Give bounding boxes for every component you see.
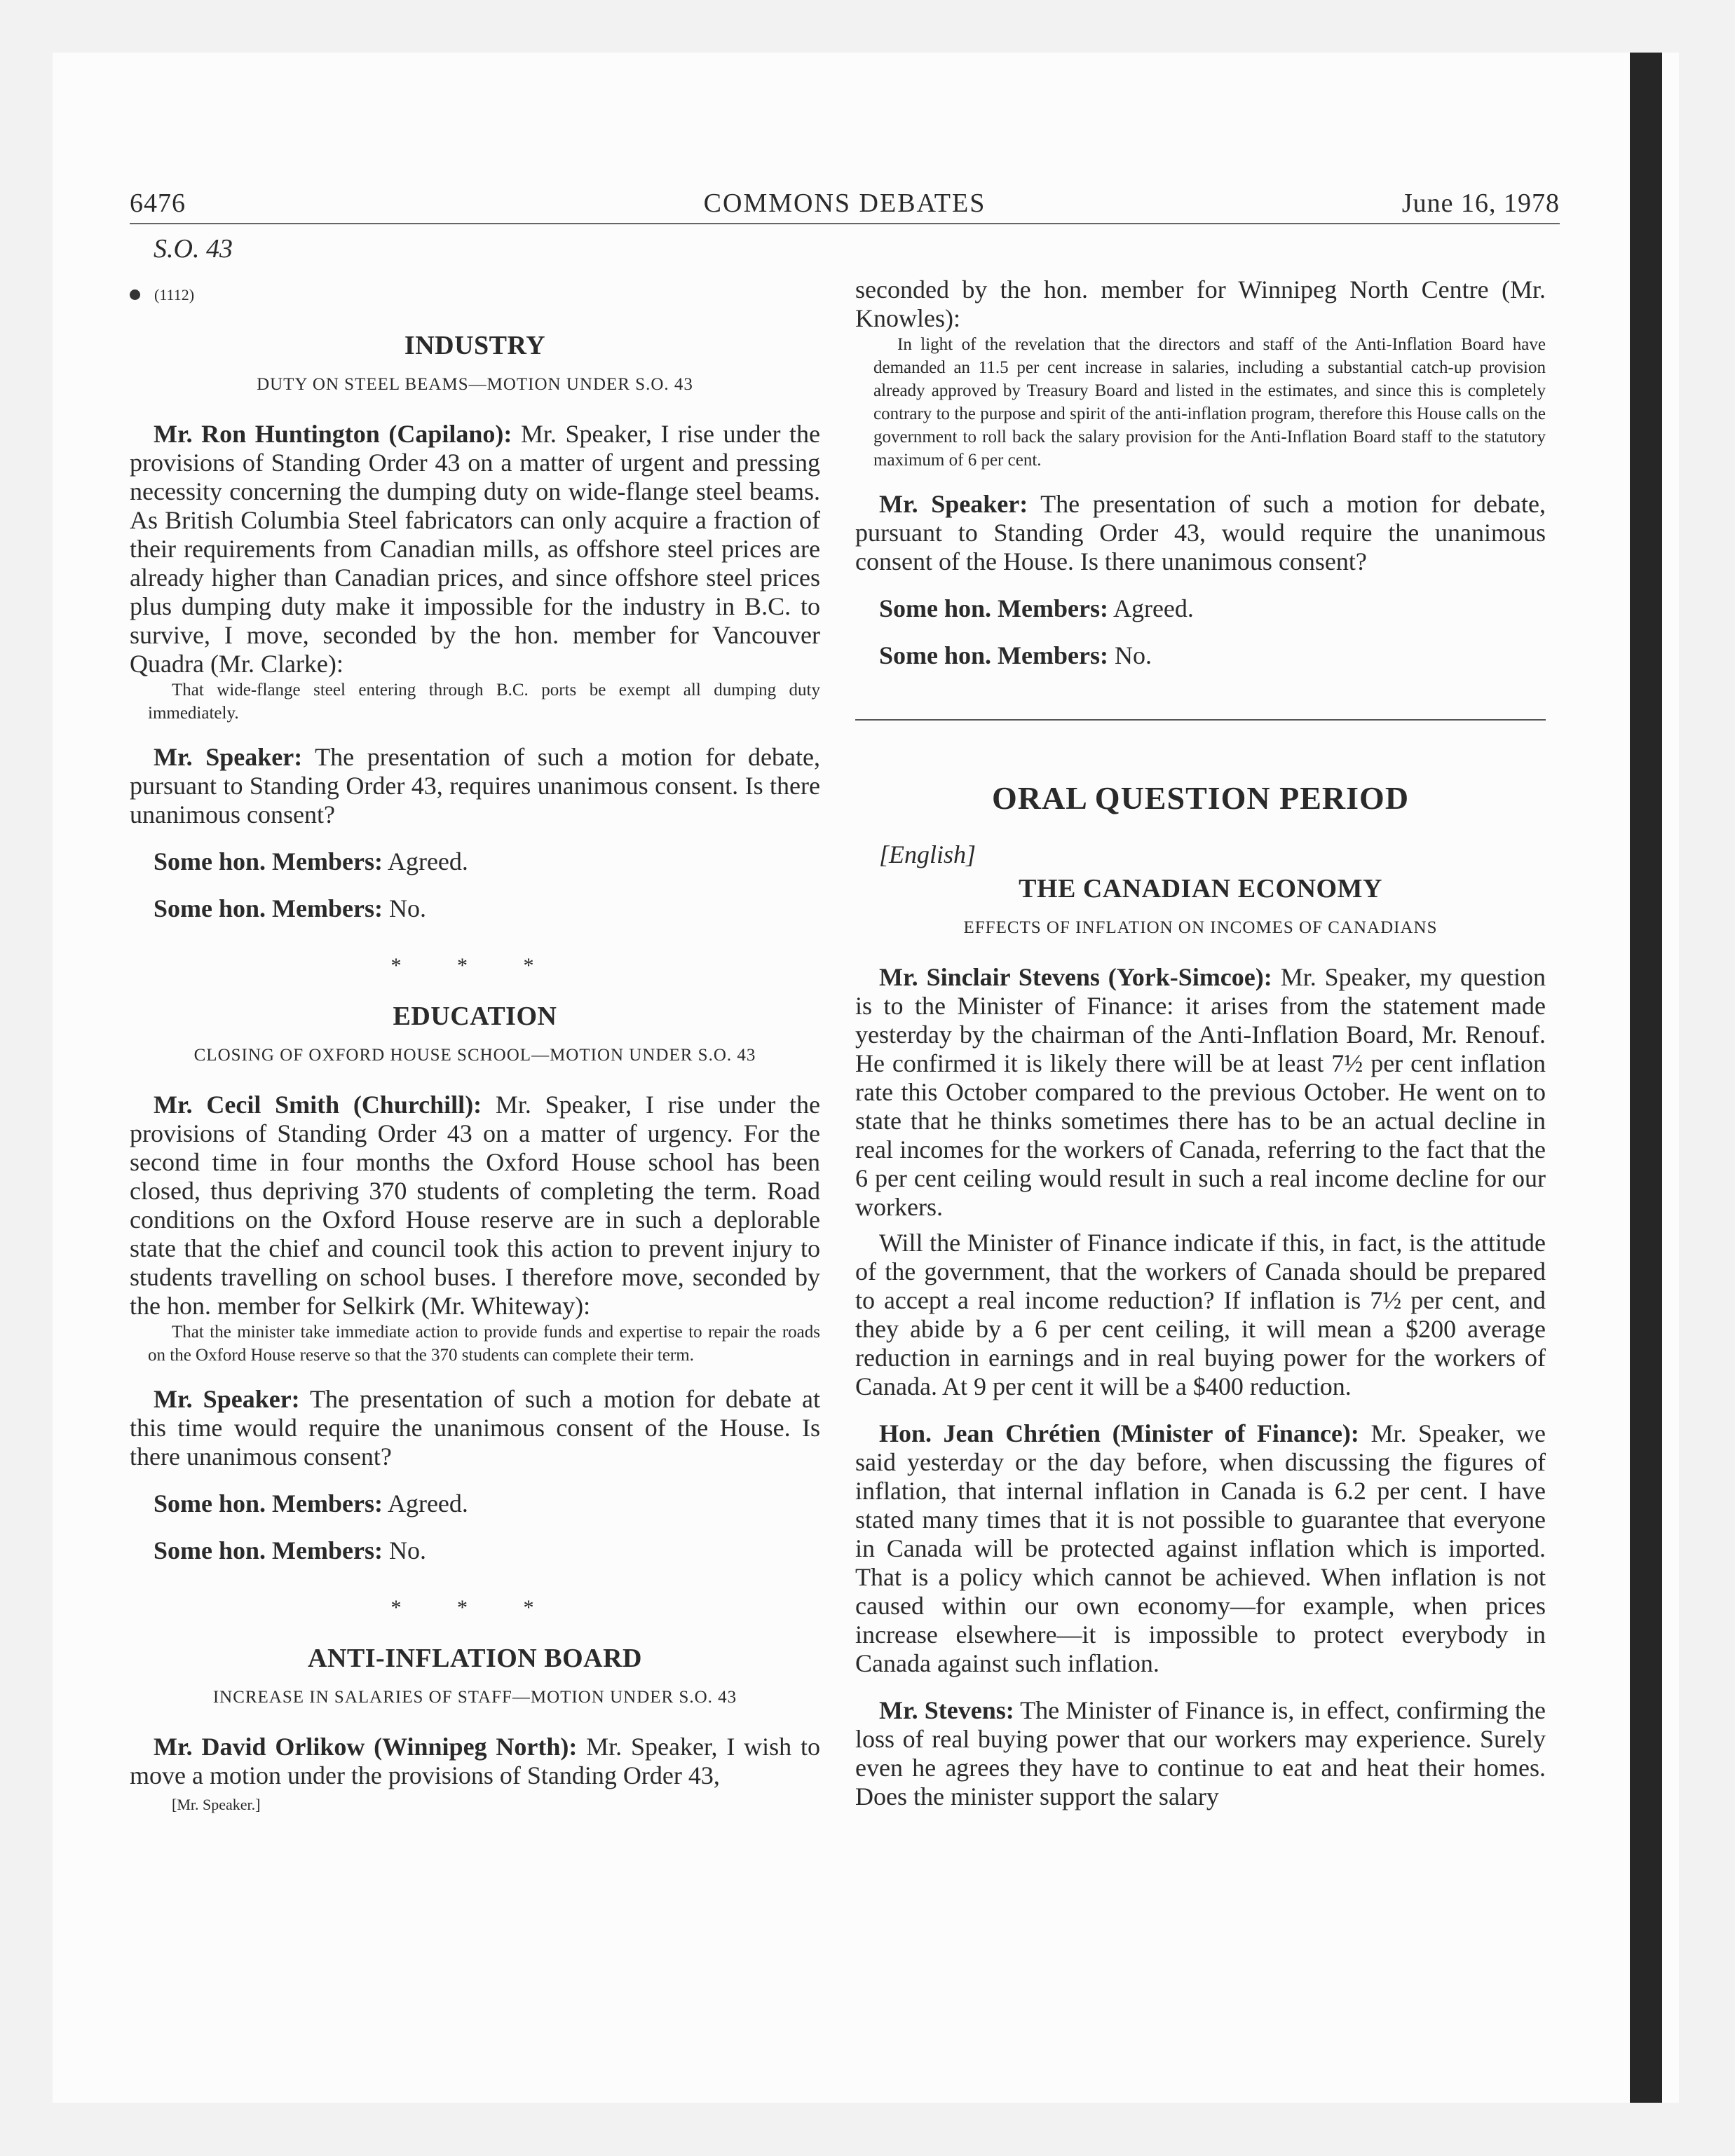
speaker-name: Some hon. Members:: [154, 894, 383, 922]
speaker-name: Some hon. Members:: [154, 1536, 383, 1564]
speech-smith: [130, 1091, 820, 1321]
ruling-text: The presentation of such a motion for debate, pursuant to Standing Order 43, would require the unanimous consent of the House. Is there unanimous consent?: [855, 490, 1546, 575]
language-marker: [English]: [879, 840, 977, 868]
subheading-inflation-incomes: EFFECTS OF INFLATION ON INCOMES OF CANADIANS: [963, 918, 1438, 937]
motion-text: In light of the revelation that the directors and staff of the Anti-Inflation Board have demanded an 11.5 per cent increase in salaries, including a substantial catch-up provision already approved by Treasury Board and listed in the estimates, and since this is completely contrary to the purpose and spirit of the anti-inflation program, therefore this House calls on the government to roll back the salary provision for the Anti-Inflation Board staff to the statutory maximum of 6 per cent.: [873, 335, 1546, 470]
section-divider: * * *: [390, 954, 559, 977]
section-divider: * * *: [390, 1596, 559, 1619]
running-header: [130, 188, 1560, 224]
section-heading-oral-question-period: ORAL QUESTION PERIOD: [991, 780, 1410, 816]
speech-text: Mr. Speaker, we said yesterday or the day before, when discussing the figures of inflation, that internal inflation in Canada is 6.2 per cent. I have stated many times that it is not possible to guarantee that everyone in Canada will be protected against inflation which is imported. That is a policy which cannot be achieved. When inflation is not caused within our own economy—for example, when prices increase elsewhere—it is impossible to protect everybody in Canada against such inflation.: [855, 1419, 1546, 1677]
motion-text: That the minister take immediate action to provide funds and expertise to repair the roads on the Oxford House reserve so that the 370 students can complete their term.: [148, 1323, 820, 1365]
speaker-name: Some hon. Members:: [879, 641, 1108, 669]
subheading-steel-beams: DUTY ON STEEL BEAMS—MOTION UNDER S.O. 43: [257, 375, 693, 394]
left-column: [130, 235, 820, 1819]
motion-text: That wide-flange steel entering through B.C. ports be exempt all dumping duty immediately.: [148, 681, 820, 723]
footer-note: [Mr. Speaker.]: [172, 1796, 261, 1813]
section-heading-education: EDUCATION: [393, 1002, 557, 1031]
ruling-text: The presentation of such a motion for debate, pursuant to Standing Order 43, requires unanimous consent. Is there unanimous consent?: [130, 743, 820, 828]
subheading-salaries: INCREASE IN SALARIES OF STAFF—MOTION UNDER S.O. 43: [212, 1688, 737, 1707]
section-heading-anti-inflation: ANTI-INFLATION BOARD: [308, 1644, 642, 1673]
speech-text: Mr. Speaker, I wish to move a motion under the provisions of Standing Order 43,: [130, 1733, 820, 1789]
speaker-name: Mr. Cecil Smith (Churchill):: [154, 1091, 482, 1119]
continuation-text: seconded by the hon. member for Winnipeg North Centre (Mr. Knowles):: [855, 275, 1546, 332]
speaker-ruling: [130, 1385, 820, 1471]
timestamp: [130, 280, 820, 309]
speech-text: Mr. Speaker, my question is to the Minister of Finance: it arises from the statement made yesterday by the chairman of the Anti-Inflation Board, Mr. Renouf. He confirmed it is likely there will be at least 7½ per cent inflation rate this October compared to the previous October. He went on to state that he thinks sometimes there has to be an actual decline in real incomes for the workers of Canada, referring to the fact that the 6 per cent ceiling would result in such a real income decline for our workers.: [855, 963, 1546, 1221]
speaker-name: Mr. David Orlikow (Winnipeg North):: [154, 1733, 578, 1761]
speech-text: Mr. Speaker, I rise under the provisions of Standing Order 43 on a matter of urgency. For the second time in four months the Oxford House school has been closed, thus depriving 370 students of completing the term. Road conditions on the Oxford House reserve are in such a deplorable state that the chief and council took this action to prevent injury to students travelling on school buses. I therefore move, seconded by the hon. member for Selkirk (Mr. Whiteway):: [130, 1091, 820, 1320]
section-heading-canadian-economy: THE CANADIAN ECONOMY: [1019, 874, 1382, 903]
binding-edge: [1630, 53, 1662, 2103]
publication-title: COMMONS DEBATES: [703, 189, 986, 218]
response-text: No.: [388, 894, 426, 922]
response-agreed: [130, 1489, 820, 1518]
response-text: Agreed.: [387, 1489, 468, 1517]
page-number: 6476: [130, 189, 186, 218]
speaker-name: Mr. Speaker:: [879, 490, 1028, 518]
response-text: No.: [1114, 641, 1152, 669]
publication-date: June 16, 1978: [1401, 189, 1560, 218]
speaker-name: Some hon. Members:: [154, 847, 383, 875]
speech-stevens-continued: Will the Minister of Finance indicate if this, in fact, is the attitude of the government, that the workers of Canada should be prepared to accept a real income reduction? If inflation is 7½ per cent, and they abide by a 6 per cent ceiling, it will mean a $200 average reduction in earnings and in real buying power for the workers of Canada. At 9 per cent it will be a $400 reduction.: [855, 1229, 1546, 1400]
right-column: [855, 235, 1546, 1811]
speaker-name: Some hon. Members:: [879, 594, 1108, 622]
response-agreed: [130, 847, 820, 876]
speaker-name: Mr. Speaker:: [154, 743, 303, 771]
speech-stevens-followup: [855, 1696, 1546, 1811]
timestamp-text: (1112): [154, 286, 195, 303]
speaker-ruling: [855, 490, 1546, 576]
speech-orlikow: [130, 1733, 820, 1790]
ruling-text: The presentation of such a motion for debate at this time would require the unanimous consent of the House. Is there unanimous consent?: [130, 1385, 820, 1471]
speaker-name: Mr. Sinclair Stevens (York-Simcoe):: [879, 963, 1272, 991]
speaker-name: Hon. Jean Chrétien (Minister of Finance):: [879, 1419, 1359, 1447]
response-text: Agreed.: [1113, 594, 1194, 622]
speaker-name: Mr. Speaker:: [154, 1385, 300, 1413]
subheading-oxford-house: CLOSING OF OXFORD HOUSE SCHOOL—MOTION UNDER S.O. 43: [193, 1046, 756, 1065]
speech-chretien: [855, 1419, 1546, 1678]
response-no: [130, 894, 820, 923]
speech-stevens: [855, 963, 1546, 1222]
speech-text: Mr. Speaker, I rise under the provisions of Standing Order 43 on a matter of urgent and pressing necessity concerning the dumping duty on wide-flange steel beams. As British Columbia Steel fabricators can only acquire a fraction of their requirements from Canadian mills, as offshore steel prices are already higher than Canadian prices, and since offshore steel prices plus dumping duty make it impossible for the industry in B.C. to survive, I move, seconded by the hon. member for Vancouver Quadra (Mr. Clarke):: [130, 420, 821, 678]
section-heading-industry: INDUSTRY: [404, 331, 546, 360]
speaker-name: Mr. Stevens:: [879, 1696, 1014, 1724]
speech-huntington: [130, 420, 820, 678]
speaker-ruling: [130, 743, 820, 829]
speaker-name: Some hon. Members:: [154, 1489, 383, 1517]
response-text: Agreed.: [387, 847, 468, 875]
speaker-name: Mr. Ron Huntington (Capilano):: [154, 420, 512, 448]
response-no: [855, 641, 1546, 670]
so-label: S.O. 43: [154, 234, 233, 264]
response-no: [130, 1536, 820, 1565]
horizontal-rule: [855, 719, 1546, 721]
speech-text: The Minister of Finance is, in effect, confirming the loss of real buying power that our workers may experience. Surely even he agrees they have to continue to eat and heat their homes. Does the minister support the salary: [855, 1696, 1546, 1810]
bullet-icon: [130, 289, 140, 300]
response-text: No.: [388, 1536, 426, 1564]
response-agreed: [855, 594, 1546, 623]
